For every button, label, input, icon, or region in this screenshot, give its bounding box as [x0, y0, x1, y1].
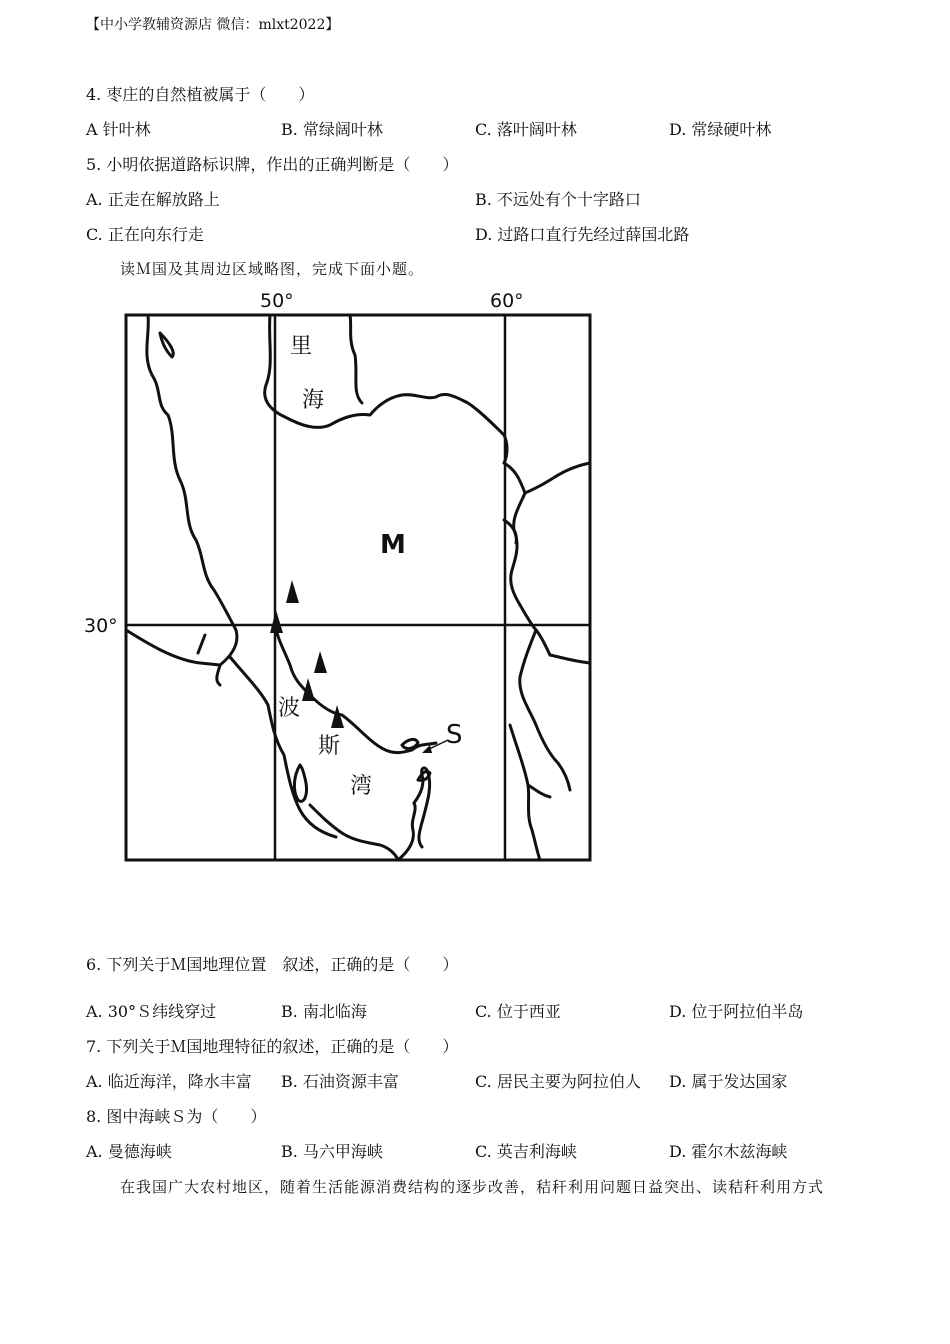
- lon-50-label: 50°: [260, 290, 294, 312]
- q6-option-c: C. 位于西亚: [475, 1002, 561, 1021]
- map-intro: 读Ｍ国及其周边区域略图，完成下面小题。: [120, 260, 425, 278]
- q4-option-c: C. 落叶阔叶林: [475, 120, 577, 139]
- oil-marker-3: [314, 651, 327, 673]
- q7-option-a: A. 临近海洋，降水丰富: [86, 1072, 252, 1091]
- q4-option-d: D. 常绿硬叶林: [669, 120, 772, 139]
- q7-option-b: B. 石油资源丰富: [281, 1072, 399, 1091]
- q6-option-b: B. 南北临海: [281, 1002, 367, 1021]
- page-header: 【中小学教辅资源店 微信：mlxt2022】: [86, 17, 340, 33]
- gulf-label-2: 斯: [318, 734, 341, 759]
- q5-option-b: B. 不远处有个十字路口: [475, 190, 641, 209]
- q7-option-c: C. 居民主要为阿拉伯人: [475, 1072, 641, 1091]
- lon-60-label: 60°: [490, 290, 524, 312]
- q5-option-a: A. 正走在解放路上: [86, 190, 220, 209]
- q6-option-d: D. 位于阿拉伯半岛: [669, 1002, 804, 1021]
- q8-option-a: A. 曼德海峡: [86, 1142, 172, 1161]
- strait-s-label: S: [446, 720, 463, 750]
- oil-marker-1: [286, 580, 299, 603]
- question-4-stem: 4. 枣庄的自然植被属于（ ）: [86, 85, 315, 104]
- q8-option-c: C. 英吉利海峡: [475, 1142, 577, 1161]
- q6-option-a: A. 30°Ｓ纬线穿过: [86, 1002, 217, 1021]
- question-8-stem: 8. 图中海峡Ｓ为（ ）: [86, 1107, 267, 1126]
- q8-option-d: D. 霍尔木兹海峡: [669, 1142, 788, 1161]
- straw-intro: 在我国广大农村地区，随着生活能源消费结构的逐步改善，秸秆利用问题日益突出、读秸秆利用方式: [120, 1178, 825, 1196]
- question-5-stem: 5. 小明依据道路标识牌，作出的正确判断是（ ）: [86, 155, 459, 174]
- q5-option-d: D. 过路口直行先经过薛国北路: [475, 225, 690, 244]
- q5-option-c: C. 正在向东行走: [86, 225, 204, 244]
- lat-30-label: 30°: [84, 615, 118, 637]
- q8-option-b: B. 马六甲海峡: [281, 1142, 383, 1161]
- question-7-stem: 7. 下列关于Ｍ国地理特征的叙述，正确的是（ ）: [86, 1037, 459, 1056]
- q4-option-b: B. 常绿阔叶林: [281, 120, 383, 139]
- question-6-stem: 6. 下列关于Ｍ国地理位置 叙述，正确的是（ ）: [86, 955, 459, 974]
- country-m-label: M: [380, 530, 406, 560]
- caspian-label-2: 海: [302, 388, 325, 413]
- gulf-label-3: 湾: [350, 774, 373, 799]
- oil-marker-2: [270, 610, 283, 633]
- m-country-map: [80, 285, 600, 870]
- q7-option-d: D. 属于发达国家: [669, 1072, 788, 1091]
- caspian-label-1: 里: [290, 334, 313, 359]
- q4-option-a: A 针叶林: [86, 120, 151, 139]
- gulf-label-1: 波: [278, 696, 301, 721]
